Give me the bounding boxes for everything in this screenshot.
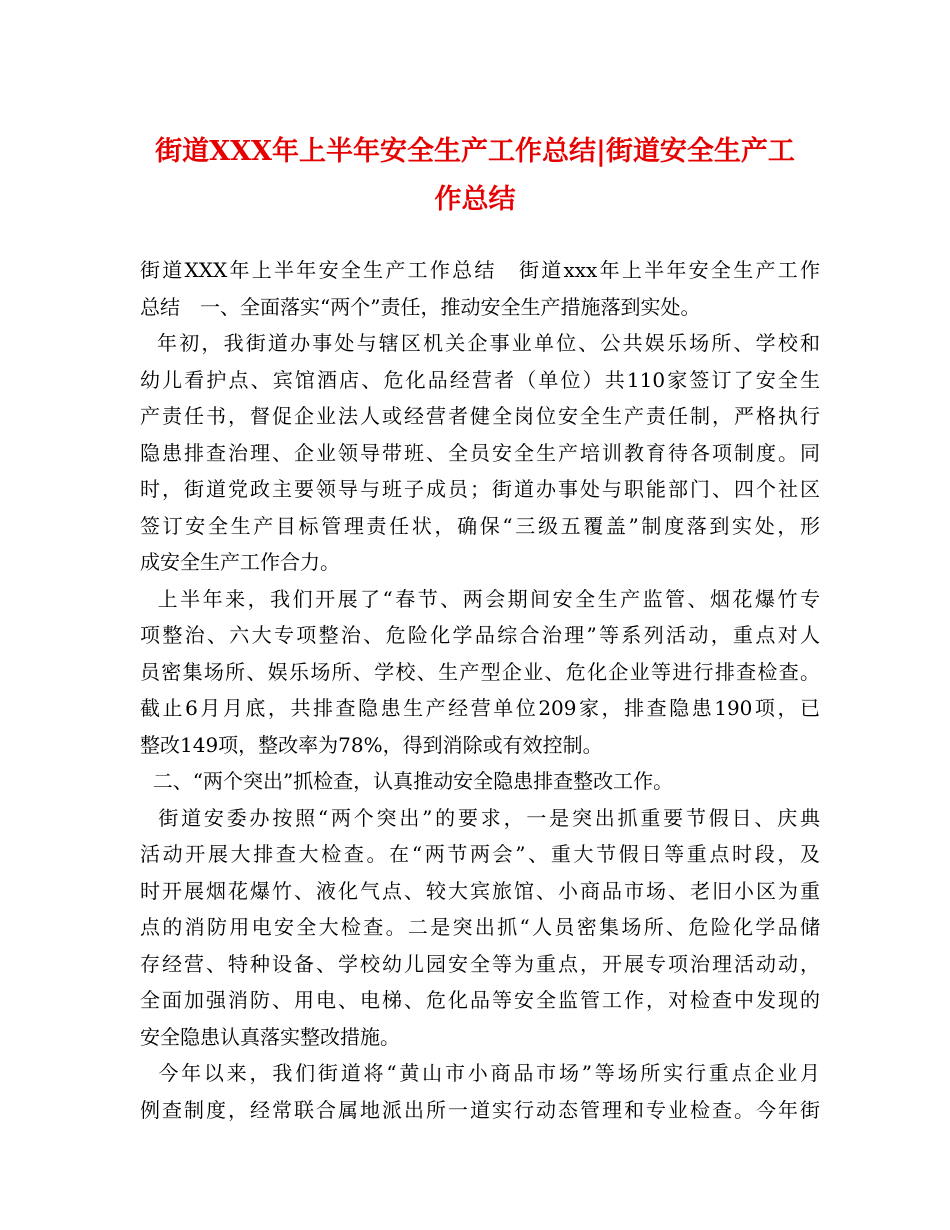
title-line-1: 街道XXX年上半年安全生产工作总结|街道安全生产工	[155, 136, 795, 167]
body-line: 隐患排查治理、企业领导带班、全员安全生产培训教育待各项制度。同	[140, 440, 820, 465]
body-line: 成安全生产工作合力。	[140, 550, 340, 574]
body-line: 点的消防用电安全大检查。二是突出抓“人员密集场所、危险化学品储	[140, 915, 820, 939]
body-line: 时开展烟花爆竹、液化气点、较大宾旅馆、小商品市场、老旧小区为重	[140, 878, 820, 903]
body-line: 员密集场所、娱乐场所、学校、生产型企业、危化企业等进行排查检查。	[140, 659, 820, 684]
document-body	[140, 252, 820, 1128]
body-line: 项整治、六大专项整治、危险化学品综合治理”等系列活动，重点对人	[140, 623, 820, 647]
body-line: 年初，我街道办事处与辖区机关企事业单位、公共娱乐场所、学校和	[140, 331, 820, 355]
body-line: 二、“两个突出”抓检查，认真推动安全隐患排查整改工作。	[140, 769, 674, 793]
body-line: 安全隐患认真落实整改措施。	[140, 1024, 400, 1049]
body-line: 全面加强消防、用电、电梯、危化品等安全监管工作，对检查中发现的	[140, 988, 820, 1012]
body-line: 签订安全生产目标管理责任状，确保“三级五覆盖”制度落到实处，形	[140, 513, 820, 538]
body-line: 今年以来，我们街道将“黄山市小商品市场”等场所实行重点企业月	[140, 1061, 820, 1085]
body-line: 幼儿看护点、宾馆酒店、危化品经营者（单位）共110家签订了安全生	[140, 367, 820, 392]
body-line: 产责任书，督促企业法人或经营者健全岗位安全生产责任制，严格执行	[140, 404, 820, 428]
body-line: 存经营、特种设备、学校幼儿园安全等为重点，开展专项治理活动动，	[140, 951, 820, 976]
body-line: 总结 一、全面落实“两个”责任，推动安全生产措施落到实处。	[140, 294, 701, 319]
title-line-2: 作总结	[434, 184, 516, 215]
body-line: 整改149项，整改率为78%，得到消除或有效控制。	[140, 732, 603, 757]
body-line: 上半年来，我们开展了“春节、两会期间安全生产监管、烟花爆竹专	[140, 586, 820, 611]
body-line: 时，街道党政主要领导与班子成员；街道办事处与职能部门、四个社区	[140, 477, 820, 501]
body-line: 活动开展大排查大检查。在“两节两会”、重大节假日等重点时段，及	[140, 842, 820, 866]
body-line: 街道XXX年上半年安全生产工作总结 街道xxx年上半年安全生产工作	[140, 258, 820, 282]
document-title	[100, 128, 850, 224]
body-line: 街道安委办按照“两个突出”的要求，一是突出抓重要节假日、庆典	[140, 805, 820, 830]
body-line: 截止6月月底，共排查隐患生产经营单位209家，排查隐患190项，已	[140, 696, 820, 720]
body-line: 例查制度，经常联合属地派出所一道实行动态管理和专业检查。今年街	[140, 1097, 820, 1122]
